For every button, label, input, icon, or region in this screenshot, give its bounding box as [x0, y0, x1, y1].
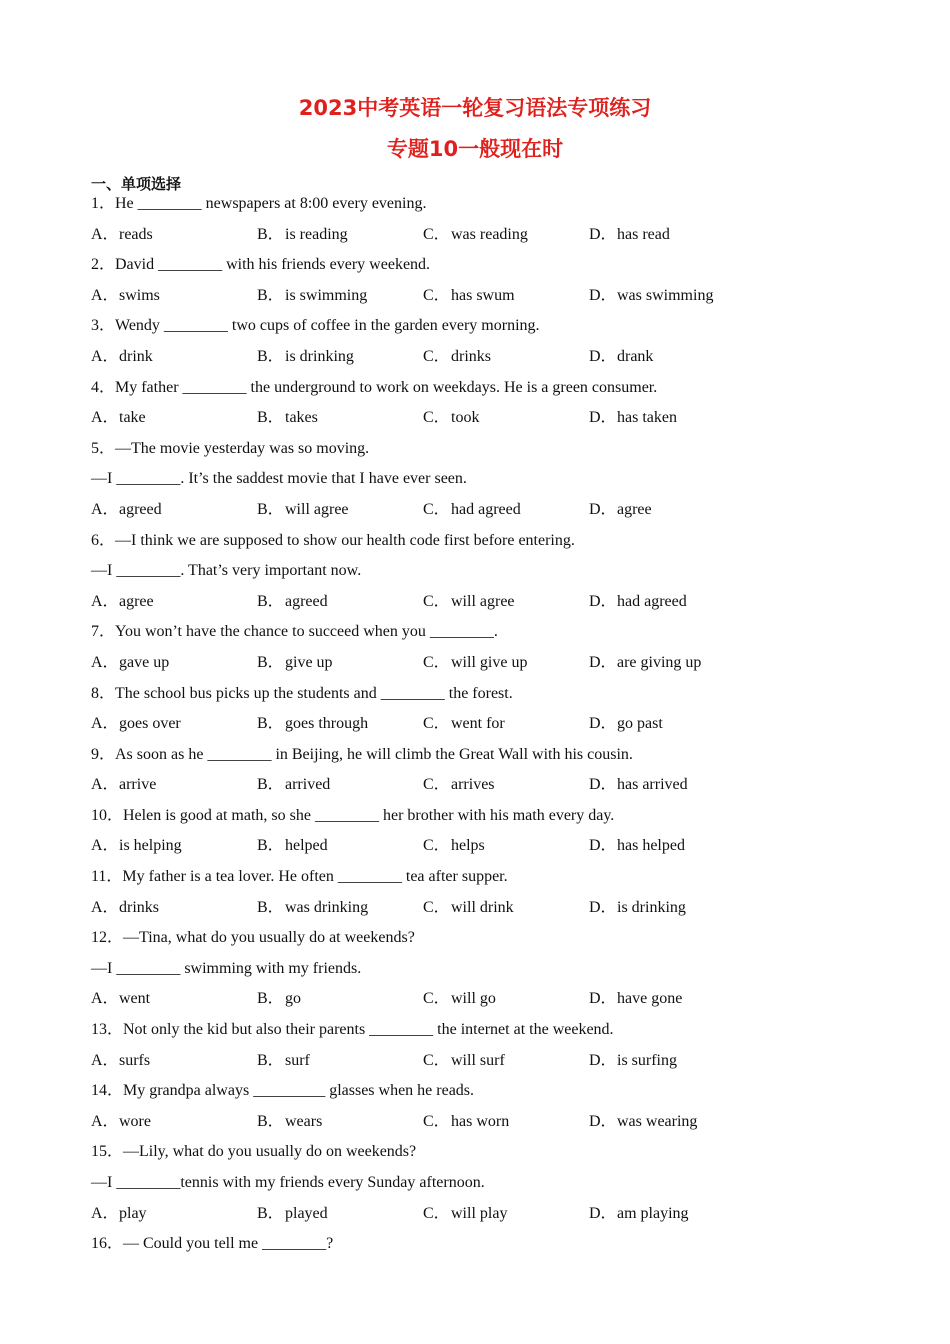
option-letter: B．	[257, 653, 284, 671]
answer-option	[91, 587, 257, 618]
question-item	[91, 373, 891, 434]
option-text: surfs	[119, 1051, 151, 1069]
answer-option	[423, 709, 589, 740]
option-letter: C．	[423, 837, 450, 855]
option-text: agreed	[119, 500, 162, 518]
answer-option	[589, 1046, 755, 1077]
option-letter: A．	[91, 500, 119, 518]
option-letter: A．	[91, 347, 119, 365]
answer-option	[589, 1199, 755, 1230]
answer-option	[91, 281, 257, 312]
option-letter: C．	[423, 776, 450, 794]
option-letter: D．	[589, 898, 617, 916]
answer-option	[589, 831, 755, 862]
answer-option	[257, 281, 423, 312]
option-letter: C．	[423, 225, 450, 243]
option-text: arrive	[119, 776, 157, 794]
answer-option	[91, 1199, 257, 1230]
option-text: arrives	[451, 776, 495, 794]
option-text: is drinking	[617, 898, 686, 916]
question-stem: 9．As soon as he ________ in Beijing, he will climb the Great Wall with his cousin.	[91, 745, 633, 763]
answer-option	[423, 342, 589, 373]
answer-option	[423, 220, 589, 251]
section-heading: 一、单项选择	[91, 175, 182, 193]
option-text: has taken	[617, 409, 677, 427]
option-letter: B．	[257, 837, 284, 855]
answer-option	[423, 403, 589, 434]
answer-option	[423, 648, 589, 679]
answer-options	[91, 893, 891, 924]
answer-option	[257, 648, 423, 679]
option-text: was swimming	[617, 286, 714, 304]
answer-option	[91, 893, 257, 924]
option-letter: A．	[91, 1112, 119, 1130]
answer-options	[91, 403, 891, 434]
option-letter: B．	[257, 898, 284, 916]
answer-option	[257, 1107, 423, 1138]
option-letter: D．	[589, 837, 617, 855]
answer-option	[589, 893, 755, 924]
answer-option	[257, 1199, 423, 1230]
answer-options	[91, 1107, 891, 1138]
option-letter: A．	[91, 409, 119, 427]
answer-option	[423, 587, 589, 618]
option-letter: C．	[423, 1204, 450, 1222]
question-item	[91, 1015, 891, 1076]
question-stem: 6．—I think we are supposed to show our health code first before entering.	[91, 531, 575, 549]
option-text: took	[451, 409, 480, 427]
question-stem: 3．Wendy ________ two cups of coffee in the garden every morning.	[91, 317, 540, 335]
answer-option	[423, 984, 589, 1015]
option-text: played	[285, 1204, 328, 1222]
option-letter: A．	[91, 286, 119, 304]
option-letter: C．	[423, 990, 450, 1008]
answer-option	[423, 1107, 589, 1138]
document-title: 2023中考英语一轮复习语法专项练习	[298, 96, 652, 120]
option-letter: C．	[423, 500, 450, 518]
question-stem: 5．—The movie yesterday was so moving.	[91, 439, 370, 457]
option-text: has swum	[451, 286, 515, 304]
answer-option	[257, 984, 423, 1015]
option-text: go past	[617, 715, 663, 733]
answer-option	[257, 495, 423, 526]
option-text: takes	[285, 409, 318, 427]
option-text: will surf	[451, 1051, 505, 1069]
answer-option	[589, 1107, 755, 1138]
answer-options	[91, 770, 891, 801]
option-letter: B．	[257, 776, 284, 794]
answer-option	[423, 1199, 589, 1230]
option-letter: A．	[91, 1204, 119, 1222]
option-text: wore	[119, 1112, 151, 1130]
answer-option	[257, 342, 423, 373]
answer-option	[589, 495, 755, 526]
answer-option	[91, 770, 257, 801]
option-letter: C．	[423, 286, 450, 304]
option-text: will agree	[285, 500, 349, 518]
answer-option	[91, 1046, 257, 1077]
option-text: had agreed	[451, 500, 521, 518]
answer-options	[91, 648, 891, 679]
answer-option	[257, 403, 423, 434]
question-stem: 12．—Tina, what do you usually do at weekends?	[91, 929, 415, 947]
option-text: go	[285, 990, 301, 1008]
question-stem: 1．He ________ newspapers at 8:00 every evening.	[91, 195, 427, 212]
option-text: went for	[451, 715, 505, 733]
question-dialogue-line: —I ________. That’s very important now.	[91, 562, 362, 580]
answer-option	[589, 342, 755, 373]
answer-options	[91, 281, 891, 312]
answer-option	[257, 770, 423, 801]
option-text: will drink	[451, 898, 514, 916]
option-letter: A．	[91, 715, 119, 733]
option-text: agree	[119, 592, 154, 610]
question-dialogue-line: —I ________. It’s the saddest movie that I have ever seen.	[91, 470, 467, 488]
answer-option	[589, 281, 755, 312]
question-stem: 14．My grandpa always _________ glasses when he reads.	[91, 1082, 475, 1100]
option-text: swims	[119, 286, 160, 304]
question-dialogue-line: —I ________ swimming with my friends.	[91, 959, 362, 977]
option-letter: C．	[423, 653, 450, 671]
option-text: am playing	[617, 1204, 689, 1222]
option-text: have gone	[617, 990, 683, 1008]
option-letter: B．	[257, 1051, 284, 1069]
question-item	[91, 189, 891, 250]
option-text: will go	[451, 990, 496, 1008]
option-letter: A．	[91, 898, 119, 916]
answer-options	[91, 984, 891, 1015]
option-text: give up	[285, 653, 333, 671]
option-text: agree	[617, 500, 652, 518]
answer-option	[257, 1046, 423, 1077]
question-stem: 11．My father is a tea lover. He often ________ tea after supper.	[91, 868, 508, 886]
answer-option	[423, 1046, 589, 1077]
answer-option	[423, 495, 589, 526]
answer-options	[91, 495, 891, 526]
answer-option	[91, 648, 257, 679]
question-item	[91, 434, 891, 526]
option-text: was drinking	[285, 898, 369, 916]
option-letter: D．	[589, 1112, 617, 1130]
option-letter: D．	[589, 990, 617, 1008]
option-text: play	[119, 1204, 147, 1222]
option-text: is reading	[285, 225, 348, 243]
answer-option	[589, 648, 755, 679]
option-text: is surfing	[617, 1051, 677, 1069]
option-letter: B．	[257, 500, 284, 518]
option-letter: C．	[423, 592, 450, 610]
answer-option	[589, 403, 755, 434]
option-letter: B．	[257, 225, 284, 243]
option-letter: B．	[257, 592, 284, 610]
option-text: goes over	[119, 715, 181, 733]
option-letter: D．	[589, 776, 617, 794]
question-item	[91, 1076, 891, 1137]
option-text: was reading	[451, 225, 528, 243]
answer-option	[589, 709, 755, 740]
question-item	[91, 801, 891, 862]
question-stem: 2．David ________ with his friends every weekend.	[91, 256, 431, 274]
option-text: helps	[451, 837, 485, 855]
option-text: agreed	[285, 592, 328, 610]
option-letter: C．	[423, 347, 450, 365]
option-letter: A．	[91, 776, 119, 794]
option-text: is drinking	[285, 347, 354, 365]
option-letter: D．	[589, 500, 617, 518]
option-letter: A．	[91, 653, 119, 671]
option-letter: B．	[257, 715, 284, 733]
answer-option	[589, 220, 755, 251]
answer-option	[423, 281, 589, 312]
answer-option	[91, 709, 257, 740]
answer-options	[91, 342, 891, 373]
option-text: drink	[119, 347, 153, 365]
question-item	[91, 526, 891, 618]
answer-option	[91, 342, 257, 373]
option-text: drinks	[119, 898, 159, 916]
option-letter: A．	[91, 990, 119, 1008]
question-item	[91, 679, 891, 740]
option-text: surf	[285, 1051, 310, 1069]
answer-option	[423, 831, 589, 862]
answer-options	[91, 1046, 891, 1077]
question-list	[91, 189, 891, 1260]
option-text: gave up	[119, 653, 170, 671]
option-letter: A．	[91, 225, 119, 243]
answer-option	[589, 770, 755, 801]
option-letter: D．	[589, 286, 617, 304]
option-letter: D．	[589, 225, 617, 243]
answer-option	[91, 1107, 257, 1138]
answer-option	[257, 587, 423, 618]
question-item	[91, 250, 891, 311]
option-text: is swimming	[285, 286, 368, 304]
option-letter: B．	[257, 1204, 284, 1222]
option-text: are giving up	[617, 653, 702, 671]
answer-option	[91, 495, 257, 526]
question-item	[91, 617, 891, 678]
option-letter: D．	[589, 409, 617, 427]
question-item	[91, 311, 891, 372]
question-stem: 16．— Could you tell me ________?	[91, 1235, 334, 1253]
option-letter: B．	[257, 990, 284, 1008]
answer-options	[91, 1199, 891, 1230]
question-item	[91, 1137, 891, 1229]
answer-options	[91, 587, 891, 618]
question-stem: 13．Not only the kid but also their parents ________ the internet at the weekend.	[91, 1021, 614, 1039]
option-text: reads	[119, 225, 153, 243]
option-letter: D．	[589, 347, 617, 365]
answer-options	[91, 831, 891, 862]
answer-option	[423, 893, 589, 924]
question-item	[91, 740, 891, 801]
option-text: is helping	[119, 837, 182, 855]
option-text: drinks	[451, 347, 491, 365]
option-text: has worn	[451, 1112, 510, 1130]
answer-option	[589, 587, 755, 618]
option-text: drank	[617, 347, 654, 365]
option-letter: A．	[91, 592, 119, 610]
question-dialogue-line: —I ________tennis with my friends every Sunday afternoon.	[91, 1174, 485, 1191]
option-letter: D．	[589, 592, 617, 610]
option-letter: D．	[589, 1204, 617, 1222]
answer-option	[257, 709, 423, 740]
option-text: wears	[285, 1112, 323, 1130]
option-text: goes through	[285, 715, 369, 733]
question-stem: 10．Helen is good at math, so she ________ her brother with his math every day.	[91, 806, 615, 824]
question-item	[91, 862, 891, 923]
option-letter: C．	[423, 898, 450, 916]
option-letter: C．	[423, 1051, 450, 1069]
option-text: will give up	[451, 653, 528, 671]
option-letter: B．	[257, 1112, 284, 1130]
option-text: take	[119, 409, 146, 427]
option-letter: B．	[257, 347, 284, 365]
option-text: has helped	[617, 837, 685, 855]
option-letter: C．	[423, 409, 450, 427]
answer-options	[91, 709, 891, 740]
answer-option	[91, 403, 257, 434]
option-letter: B．	[257, 286, 284, 304]
option-letter: A．	[91, 1051, 119, 1069]
option-text: arrived	[285, 776, 331, 794]
question-stem: 15．—Lily, what do you usually do on weekends?	[91, 1143, 417, 1161]
option-text: will play	[451, 1204, 508, 1222]
answer-options	[91, 220, 891, 251]
option-letter: C．	[423, 715, 450, 733]
answer-option	[257, 831, 423, 862]
option-text: will agree	[451, 592, 515, 610]
question-item	[91, 1229, 891, 1260]
answer-option	[91, 831, 257, 862]
option-letter: C．	[423, 1112, 450, 1130]
option-text: has arrived	[617, 776, 688, 794]
option-letter: D．	[589, 715, 617, 733]
option-letter: D．	[589, 653, 617, 671]
answer-option	[91, 984, 257, 1015]
option-text: had agreed	[617, 592, 687, 610]
question-item	[91, 923, 891, 1015]
question-stem: 4．My father ________ the underground to work on weekdays. He is a green consumer.	[91, 378, 658, 396]
answer-option	[91, 220, 257, 251]
answer-option	[423, 770, 589, 801]
option-text: helped	[285, 837, 328, 855]
question-stem: 7．You won’t have the chance to succeed when you ________.	[91, 623, 498, 641]
option-text: has read	[617, 225, 670, 243]
answer-option	[589, 984, 755, 1015]
answer-option	[257, 893, 423, 924]
option-letter: D．	[589, 1051, 617, 1069]
question-stem: 8．The school bus picks up the students and ________ the forest.	[91, 684, 513, 702]
answer-option	[257, 220, 423, 251]
option-text: was wearing	[617, 1112, 698, 1130]
option-text: went	[119, 990, 151, 1008]
document-subtitle: 专题10一般现在时	[386, 137, 564, 161]
option-letter: A．	[91, 837, 119, 855]
option-letter: B．	[257, 409, 284, 427]
